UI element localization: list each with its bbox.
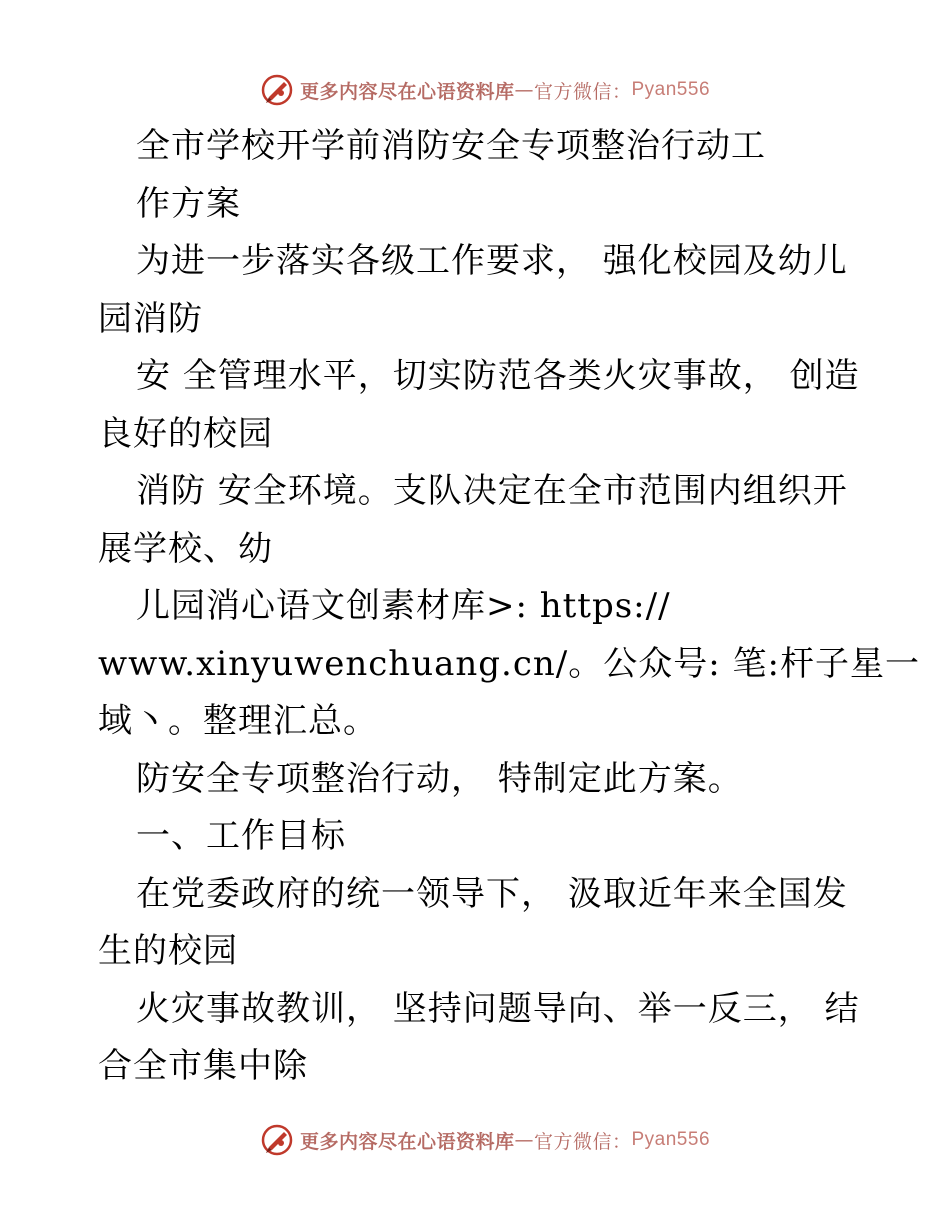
document-line: 园消防 bbox=[98, 298, 203, 339]
brand-logo-icon bbox=[260, 73, 294, 107]
document-line: 消防 安全环境。支队决定在全市范围内组织开 bbox=[136, 471, 848, 511]
document-line: 作方案 bbox=[136, 183, 241, 224]
document-line: 安 全管理水平，切实防范各类火灾事故， 创造 bbox=[136, 356, 860, 396]
document-line: 域丶。整理汇总。 bbox=[98, 701, 378, 741]
document-body bbox=[98, 118, 920, 1096]
document-line: 为进一步落实各级工作要求， 强化校园及幼儿 bbox=[136, 241, 848, 281]
header-wechat-label: 官方微信： bbox=[533, 80, 632, 103]
document-line: www.xinyuwenchuang.cn/。公众号: 笔:杆子星一 bbox=[98, 643, 920, 684]
footer-wechat-account: Pyan556 bbox=[631, 1129, 711, 1150]
document-line: 良好的校园 bbox=[98, 413, 273, 454]
header-banner-content bbox=[260, 73, 710, 107]
footer-banner-content bbox=[260, 1123, 710, 1157]
document-line: 生的校园 bbox=[98, 931, 238, 971]
header-wechat-account: Pyan556 bbox=[631, 79, 711, 100]
document-line: 合全市集中除 bbox=[98, 1046, 308, 1086]
document-line: 防安全专项整治行动， 特制定此方案。 bbox=[136, 758, 743, 799]
document-line: 火灾事故教训， 坚持问题导向、举一反三， 结 bbox=[136, 988, 860, 1029]
footer-dash: — bbox=[514, 1129, 534, 1151]
header-banner bbox=[0, 70, 950, 110]
brand-logo-icon bbox=[260, 1123, 294, 1157]
document-line: 全市学校开学前消防安全专项整治行动工 bbox=[136, 126, 766, 166]
footer-wechat-label: 官方微信： bbox=[533, 1130, 632, 1153]
document-line: 在党委政府的统一领导下， 汲取近年来全国发 bbox=[136, 873, 848, 914]
header-dash: — bbox=[514, 79, 534, 101]
footer-site-name: 更多内容尽在心语资料库 bbox=[299, 1130, 515, 1153]
footer-banner bbox=[0, 1120, 950, 1160]
header-site-name: 更多内容尽在心语资料库 bbox=[299, 80, 515, 103]
document-line: 一、工作目标 bbox=[136, 816, 346, 856]
document-line: 展学校、幼 bbox=[98, 528, 273, 569]
document-line: 儿园消心语文创素材库>: https:// bbox=[136, 586, 671, 626]
